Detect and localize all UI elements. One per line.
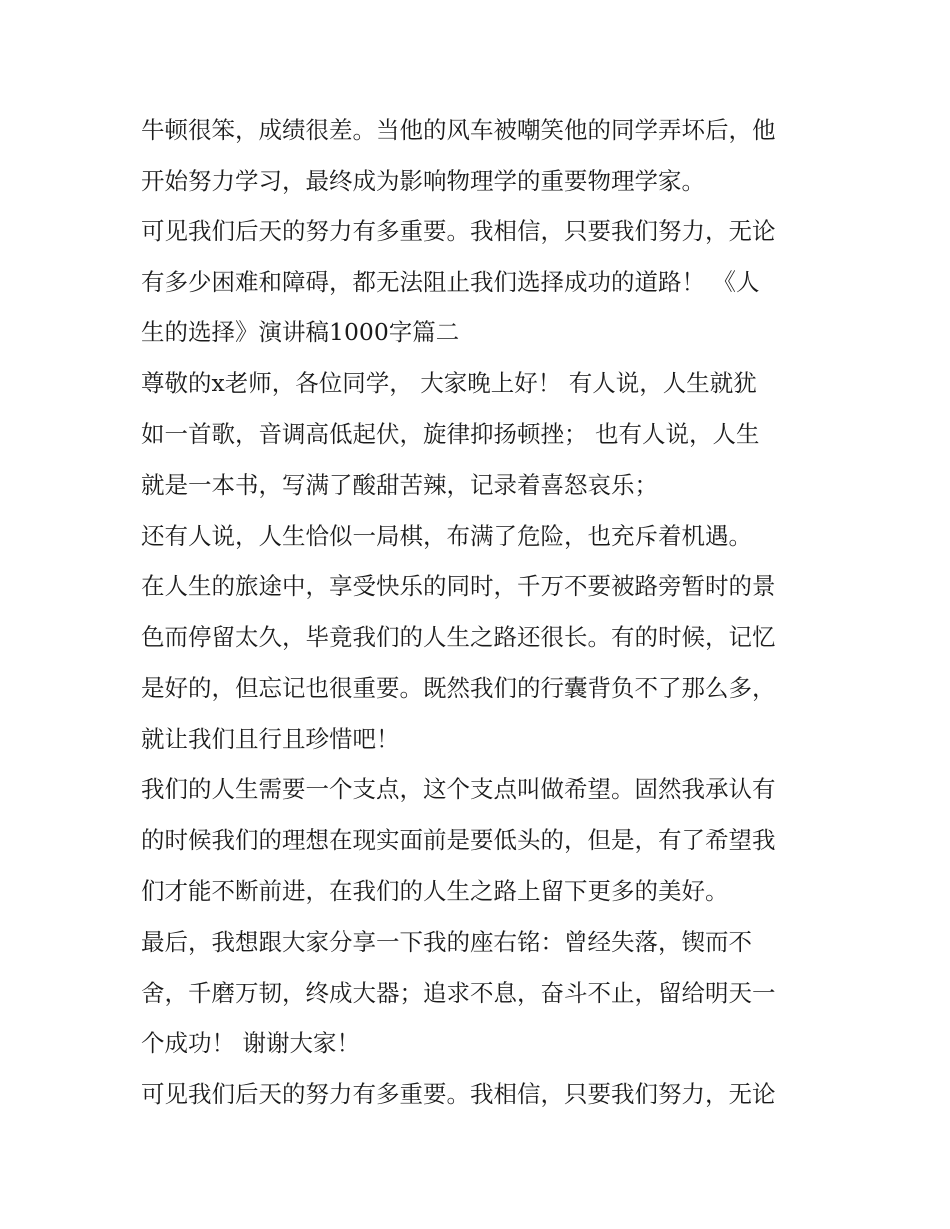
text-line: 的时候我们的理想在现实面前是要低头的，但是，有了希望我 <box>141 826 776 854</box>
text-line: 牛顿很笨，成绩很差。当他的风车被嘲笑他的同学弄坏后，他 <box>141 116 776 144</box>
text-line: 我们的人生需要一个支点，这个支点叫做希望。固然我承认有 <box>141 775 776 803</box>
text-line: 可见我们后天的努力有多重要。我相信，只要我们努力，无论 <box>141 217 776 245</box>
text-line: 有多少困难和障碍，都无法阻止我们选择成功的道路！ 《人 <box>141 268 760 296</box>
text-line: 开始努力学习，最终成为影响物理学的重要物理学家。 <box>141 167 705 195</box>
text-line: 是好的，但忘记也很重要。既然我们的行囊背负不了那么多， <box>141 674 776 702</box>
text-line: 就是一本书，写满了酸甜苦辣，记录着喜怒哀乐； <box>141 471 658 499</box>
text-line: 在人生的旅途中，享受快乐的同时，千万不要被路旁暂时的景 <box>141 572 776 600</box>
text-line: 个成功！ 谢谢大家！ <box>141 1029 360 1057</box>
text-line: 舍，千磨万韧，终成大器；追求不息，奋斗不止，留给明天一 <box>141 979 776 1007</box>
text-line: 们才能不断前进，在我们的人生之路上留下更多的美好。 <box>141 877 729 905</box>
text-line: 如一首歌，音调高低起伏，旋律抑扬顿挫； 也有人说，人生 <box>141 420 760 448</box>
section-heading-line: 生的选择》演讲稿1000字篇二 <box>141 318 460 346</box>
text-line: 最后，我想跟大家分享一下我的座右铭：曾经失落，锲而不 <box>141 928 752 956</box>
text-line: 尊敬的x老师，各位同学， 大家晚上好！ 有人说，人生就犹 <box>141 369 757 397</box>
text-line: 还有人说，人生恰似一局棋，布满了危险，也充斥着机遇。 <box>141 522 752 550</box>
text-line: 就让我们且行且珍惜吧！ <box>141 725 400 753</box>
text-line: 可见我们后天的努力有多重要。我相信，只要我们努力，无论 <box>141 1080 776 1108</box>
text-line: 色而停留太久，毕竟我们的人生之路还很长。有的时候，记忆 <box>141 623 776 651</box>
